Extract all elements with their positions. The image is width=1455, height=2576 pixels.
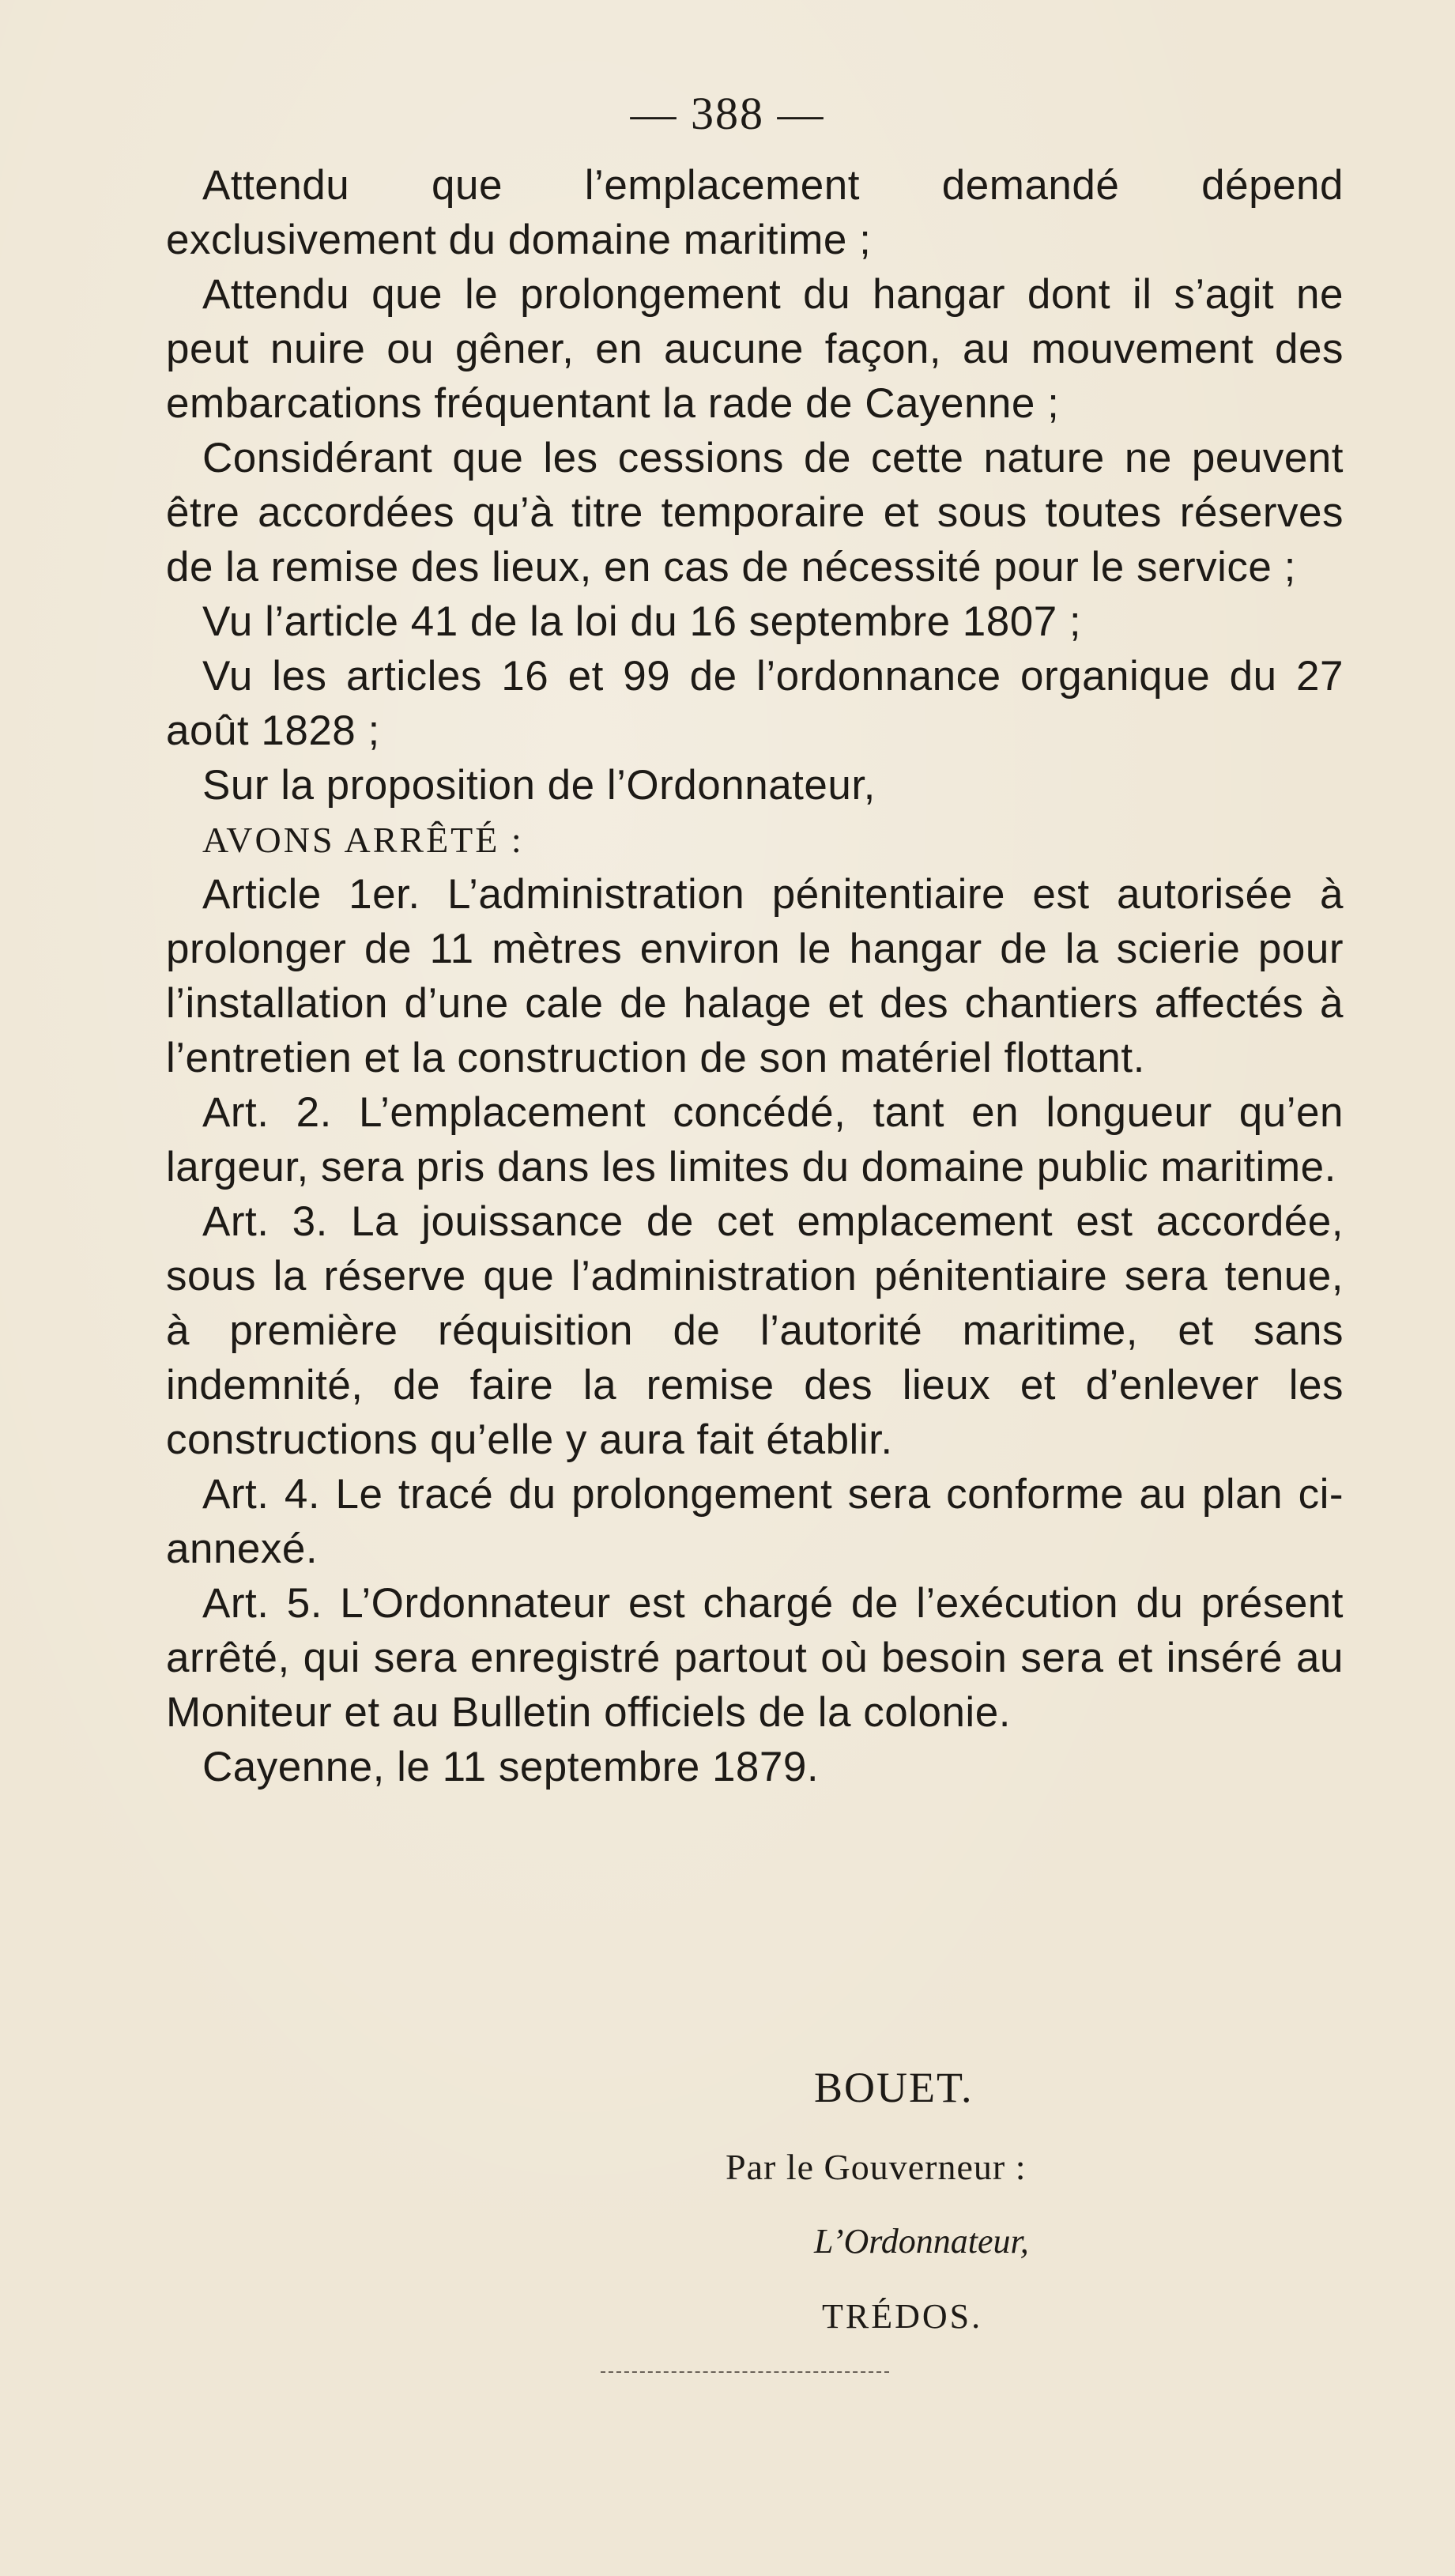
paragraph-proposition: Sur la proposition de l’Ordonnateur, [202, 762, 876, 809]
paragraph-considerant: Considérant que les cessions de cette nature ne peuvent être accordées qu’à titre temporaire et sous toutes réserves de la remise des lieux, en cas de nécessité pour le service ; [166, 435, 1344, 590]
page-number: — 388 — [630, 88, 825, 139]
body-text [166, 158, 1344, 1794]
article-1: Article 1er. L’administration pénitentiaire est autorisée à prolonger de 11 mètres environ le hangar de la scierie pour l’installation d’une cale de halage et des chantiers affectés à l’entretien et la construction de son matériel flottant. [166, 871, 1344, 1081]
paragraph-attendu-2: Attendu que le prolongement du hangar dont il s’agit ne peut nuire ou gêner, en aucune façon, au mouvement des embarcations fréquentant la rade de Cayenne ; [166, 271, 1344, 427]
article-2: Art. 2. L’emplacement concédé, tant en longueur qu’en largeur, sera pris dans les limites du domaine public maritime. [166, 1089, 1344, 1190]
article-3: Art. 3. La jouissance de cet emplacement est accordée, sous la réserve que l’administration pénitentiaire sera tenue, à première réquisition de l’autorité maritime, et sans indemnité, de faire la remise des lieux et d’enlever les constructions qu’elle y aura fait établir. [166, 1198, 1344, 1463]
end-rule [601, 2371, 889, 2373]
paragraph-vu-articles: Vu les articles 16 et 99 de l’ordonnance organique du 27 août 1828 ; [166, 653, 1344, 754]
paragraph-vu-article: Vu l’article 41 de la loi du 16 septembre 1807 ; [202, 598, 1082, 645]
signature-title: L’Ordonnateur, [814, 2222, 1029, 2261]
article-4: Art. 4. Le tracé du prolongement sera conforme au plan ci-annexé. [166, 1471, 1344, 1572]
article-5: Art. 5. L’Ordonnateur est chargé de l’exécution du présent arrêté, qui sera enregistré partout où besoin sera et inséré au Moniteur et au Bulletin officiels de la colonie. [166, 1580, 1344, 1736]
place-date: Cayenne, le 11 septembre 1879. [202, 1744, 820, 1790]
decision-heading: AVONS ARRÊTÉ : [202, 820, 524, 860]
signature-par: Par le Gouverneur : [726, 2147, 1027, 2187]
signature-name: BOUET. [814, 2064, 974, 2111]
paragraph-attendu-1: Attendu que l’emplacement demandé dépend exclusivement du domaine maritime ; [166, 162, 1344, 263]
signature-countersign: TRÉDOS. [822, 2297, 983, 2336]
